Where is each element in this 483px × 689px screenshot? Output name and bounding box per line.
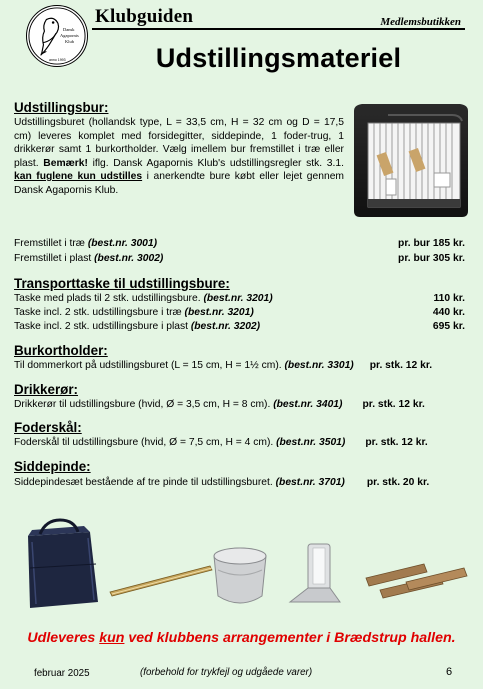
heading-burkortholder: Burkortholder: xyxy=(14,343,108,358)
item-desc: Taske incl. 2 stk. udstillingsbure i træ (best.nr. 3201) xyxy=(14,307,254,318)
logo-text-1: Dansk xyxy=(63,27,75,32)
heading-transporttaske: Transporttaske til udstillingsbure: xyxy=(14,276,230,291)
food-cup-photo xyxy=(208,540,272,610)
item-desc: Taske med plads til 2 stk. udstillingsbure. (best.nr. 3201) xyxy=(14,293,273,304)
item-price: pr. stk. 12 kr. xyxy=(362,399,425,410)
header-divider xyxy=(92,28,465,30)
item-price: pr. bur 185 kr. xyxy=(398,238,465,249)
water-tube-photo xyxy=(286,542,348,608)
item-row-3202 xyxy=(14,320,465,334)
item-row-3002 xyxy=(14,252,465,266)
item-price: 440 kr. xyxy=(432,307,465,318)
item-row-3501: Foderskål til udstillingsbure (hvid, Ø = 7,5 cm, H = 4 cm). (best.nr. 3501) pr. stk. 12 kr. xyxy=(14,437,428,448)
page-number: 6 xyxy=(446,666,453,678)
item-row-3001 xyxy=(14,237,465,251)
logo-text-2: Agapornis xyxy=(60,33,79,38)
item-price: 695 kr. xyxy=(432,321,465,332)
page-title: Udstillingsmateriel xyxy=(155,43,402,73)
item-price: pr. stk. 12 kr. xyxy=(365,437,428,448)
note-text-2: i anerkendte bure købt eller lejet gennem Dansk Agapornis Klub. xyxy=(14,171,345,196)
footer-date: februar 2025 xyxy=(34,668,90,679)
udstillingsbur-description xyxy=(14,116,344,197)
heading-foderskal: Foderskål: xyxy=(14,420,82,435)
notice-emphasis: kun xyxy=(99,630,125,646)
item-row-3301: Til dommerkort på udstillingsburet (L = 15 cm, H = 1½ cm). (best.nr. 3301) pr. stk. 12 kr. xyxy=(14,360,433,371)
heading-udstillingsbur: Udstillingsbur: xyxy=(14,100,109,115)
item-row-3401: Drikkerør til udstillingsbure (hvid, Ø = 3,5 cm, H = 8 cm). (best.nr. 3401) pr. stk. 12 kr. xyxy=(14,399,425,410)
heading-drikkeror: Drikkerør: xyxy=(14,382,79,397)
cage-photo xyxy=(350,103,472,219)
bag-photo xyxy=(18,518,102,610)
pickup-notice: Udleveres kun ved klubbens arrangementer i Brædstrup hallen. xyxy=(27,630,456,646)
udstillingsbur-text: Udstillingsburet (hollandsk type, L = 33,5 cm, H = 32 cm og D = 17,5 cm) leveres komplet med forsidegitter, siddepinde, 1 foder-trug, 1 drikkerør samt 1 burkortholder. Vælg imellem bur fremstillet i træ eller plast. xyxy=(14,117,344,169)
perches-photo xyxy=(360,556,470,602)
brand-title: Klubguiden xyxy=(95,6,194,27)
club-logo xyxy=(26,5,88,67)
logo-year: anno 1993 xyxy=(49,58,66,62)
note-label: Bemærk! xyxy=(43,157,88,169)
footer-disclaimer: (forbehold for trykfejl og udgåede varer) xyxy=(140,667,313,678)
item-desc: Taske incl. 2 stk. udstillingsbure i plast (best.nr. 3202) xyxy=(14,321,261,332)
card-holder-photo xyxy=(108,562,214,598)
item-row-3201 xyxy=(14,292,465,306)
item-desc: Fremstillet i plast (best.nr. 3002) xyxy=(14,253,164,264)
item-row-3701: Siddepindesæt bestående af tre pinde til udstillingsburet. (best.nr. 3701) pr. stk. 20 kr. xyxy=(14,477,430,488)
item-row-3201b xyxy=(14,306,465,320)
item-desc: Fremstillet i træ (best.nr. 3001) xyxy=(14,238,158,249)
heading-siddepinde: Siddepinde: xyxy=(14,459,91,474)
note-text-1: iflg. Dansk Agapornis Klub's udstillingsregler stk. 3.1. xyxy=(87,157,344,169)
item-price: pr. stk. 12 kr. xyxy=(369,360,433,371)
item-price: pr. bur 305 kr. xyxy=(398,253,465,264)
item-price: 110 kr. xyxy=(433,293,465,304)
item-price: pr. stk. 20 kr. xyxy=(366,477,430,488)
note-emphasis: kan fuglene kun udstilles xyxy=(14,171,143,182)
section-label: Medlemsbutikken xyxy=(380,16,461,28)
logo-text-3: Klub xyxy=(65,39,74,44)
